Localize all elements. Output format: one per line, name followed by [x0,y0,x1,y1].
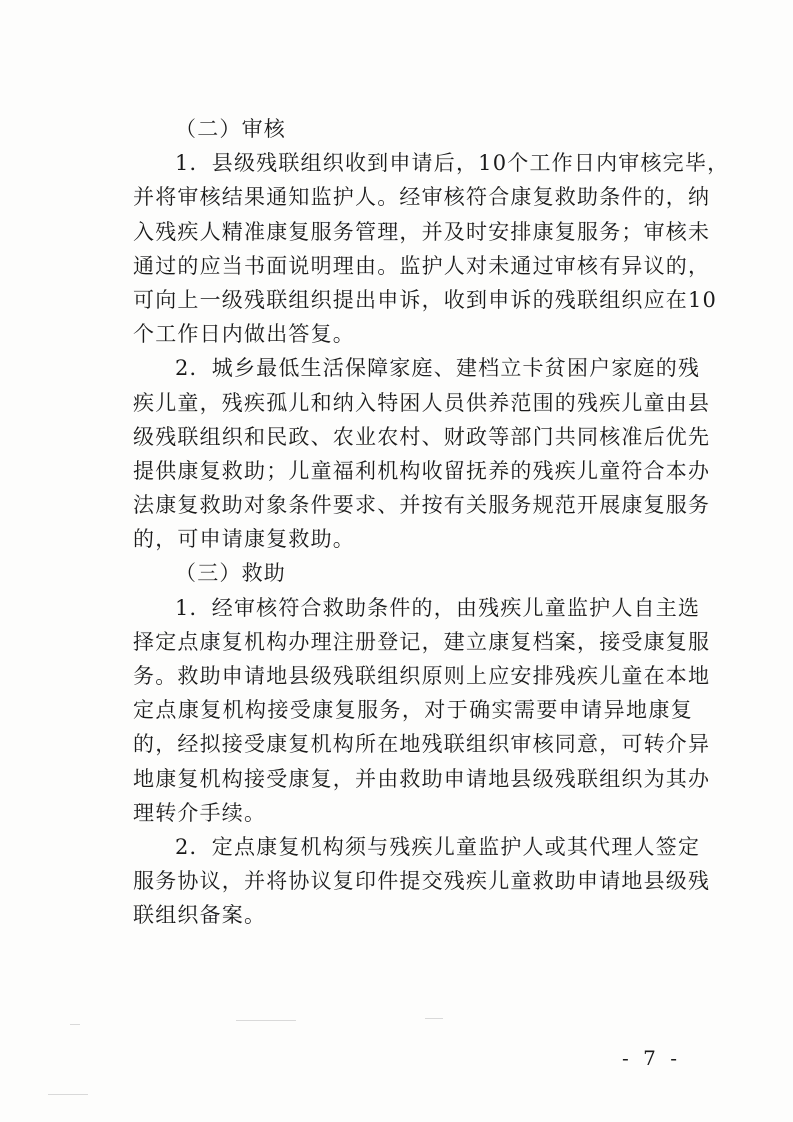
paragraph-line: 可向上一级残联组织提出申诉，收到申诉的残联组织应在10 [133,287,718,312]
paragraph-line: 并将审核结果通知监护人。经审核符合康复救助条件的，纳 [133,185,711,210]
paragraph-line: 定点康复机构接受康复服务，对于确实需要申请异地康复 [133,698,693,723]
paragraph-line: 理转介手续。 [133,800,267,825]
paragraph-line: 地康复机构接受康复，并由救助申请地县级残联组织为其办 [133,766,711,791]
paragraph-line: 通过的应当书面说明理由。监护人对未通过审核有异议的， [133,253,711,278]
paragraph-line: 个工作日内做出答复。 [133,322,355,347]
section-heading-assistance: （三）救助 [175,561,286,586]
paragraph-line: 2．城乡最低生活保障家庭、建档立卡贫困户家庭的残 [175,356,701,381]
paragraph-line: 1．经审核符合救助条件的，由残疾儿童监护人自主选 [175,595,701,620]
page-number: - 7 - [622,1046,681,1070]
scan-artifact [425,1018,443,1019]
paragraph-line: 入残疾人精准康复服务管理，并及时安排康复服务；审核未 [133,219,711,244]
paragraph-line: 的，可申请康复救助。 [133,527,355,552]
section-heading-review: （二）审核 [175,117,286,141]
scan-artifact [70,1024,80,1025]
scan-artifact [48,1094,88,1095]
paragraph-line: 务。救助申请地县级残联组织原则上应安排残疾儿童在本地 [133,664,711,688]
document-body [133,112,730,933]
paragraph-line: 提供康复救助；儿童福利机构收留抚养的残疾儿童符合本办 [133,458,711,483]
paragraph-line: 联组织备案。 [133,903,267,928]
paragraph-line: 2．定点康复机构须与残疾儿童监护人或其代理人签定 [175,834,701,859]
paragraph-line: 疾儿童，残疾孤儿和纳入特困人员供养范围的残疾儿童由县 [133,390,711,415]
paragraph-line: 择定点康复机构办理注册登记，建立康复档案，接受康复服 [133,629,711,654]
scan-artifact [236,1020,296,1021]
paragraph-line: 1．县级残联组织收到申请后，10个工作日内审核完毕， [175,151,730,176]
paragraph-line: 服务协议，并将协议复印件提交残疾儿童救助申请地县级残 [133,869,711,894]
paragraph-line: 法康复救助对象条件要求、并按有关服务规范开展康复服务 [133,493,711,518]
paragraph-line: 的，经拟接受康复机构所在地残联组织审核同意，可转介异 [133,732,711,757]
paragraph-line: 级残联组织和民政、农业农村、财政等部门共同核准后优先 [133,424,711,449]
